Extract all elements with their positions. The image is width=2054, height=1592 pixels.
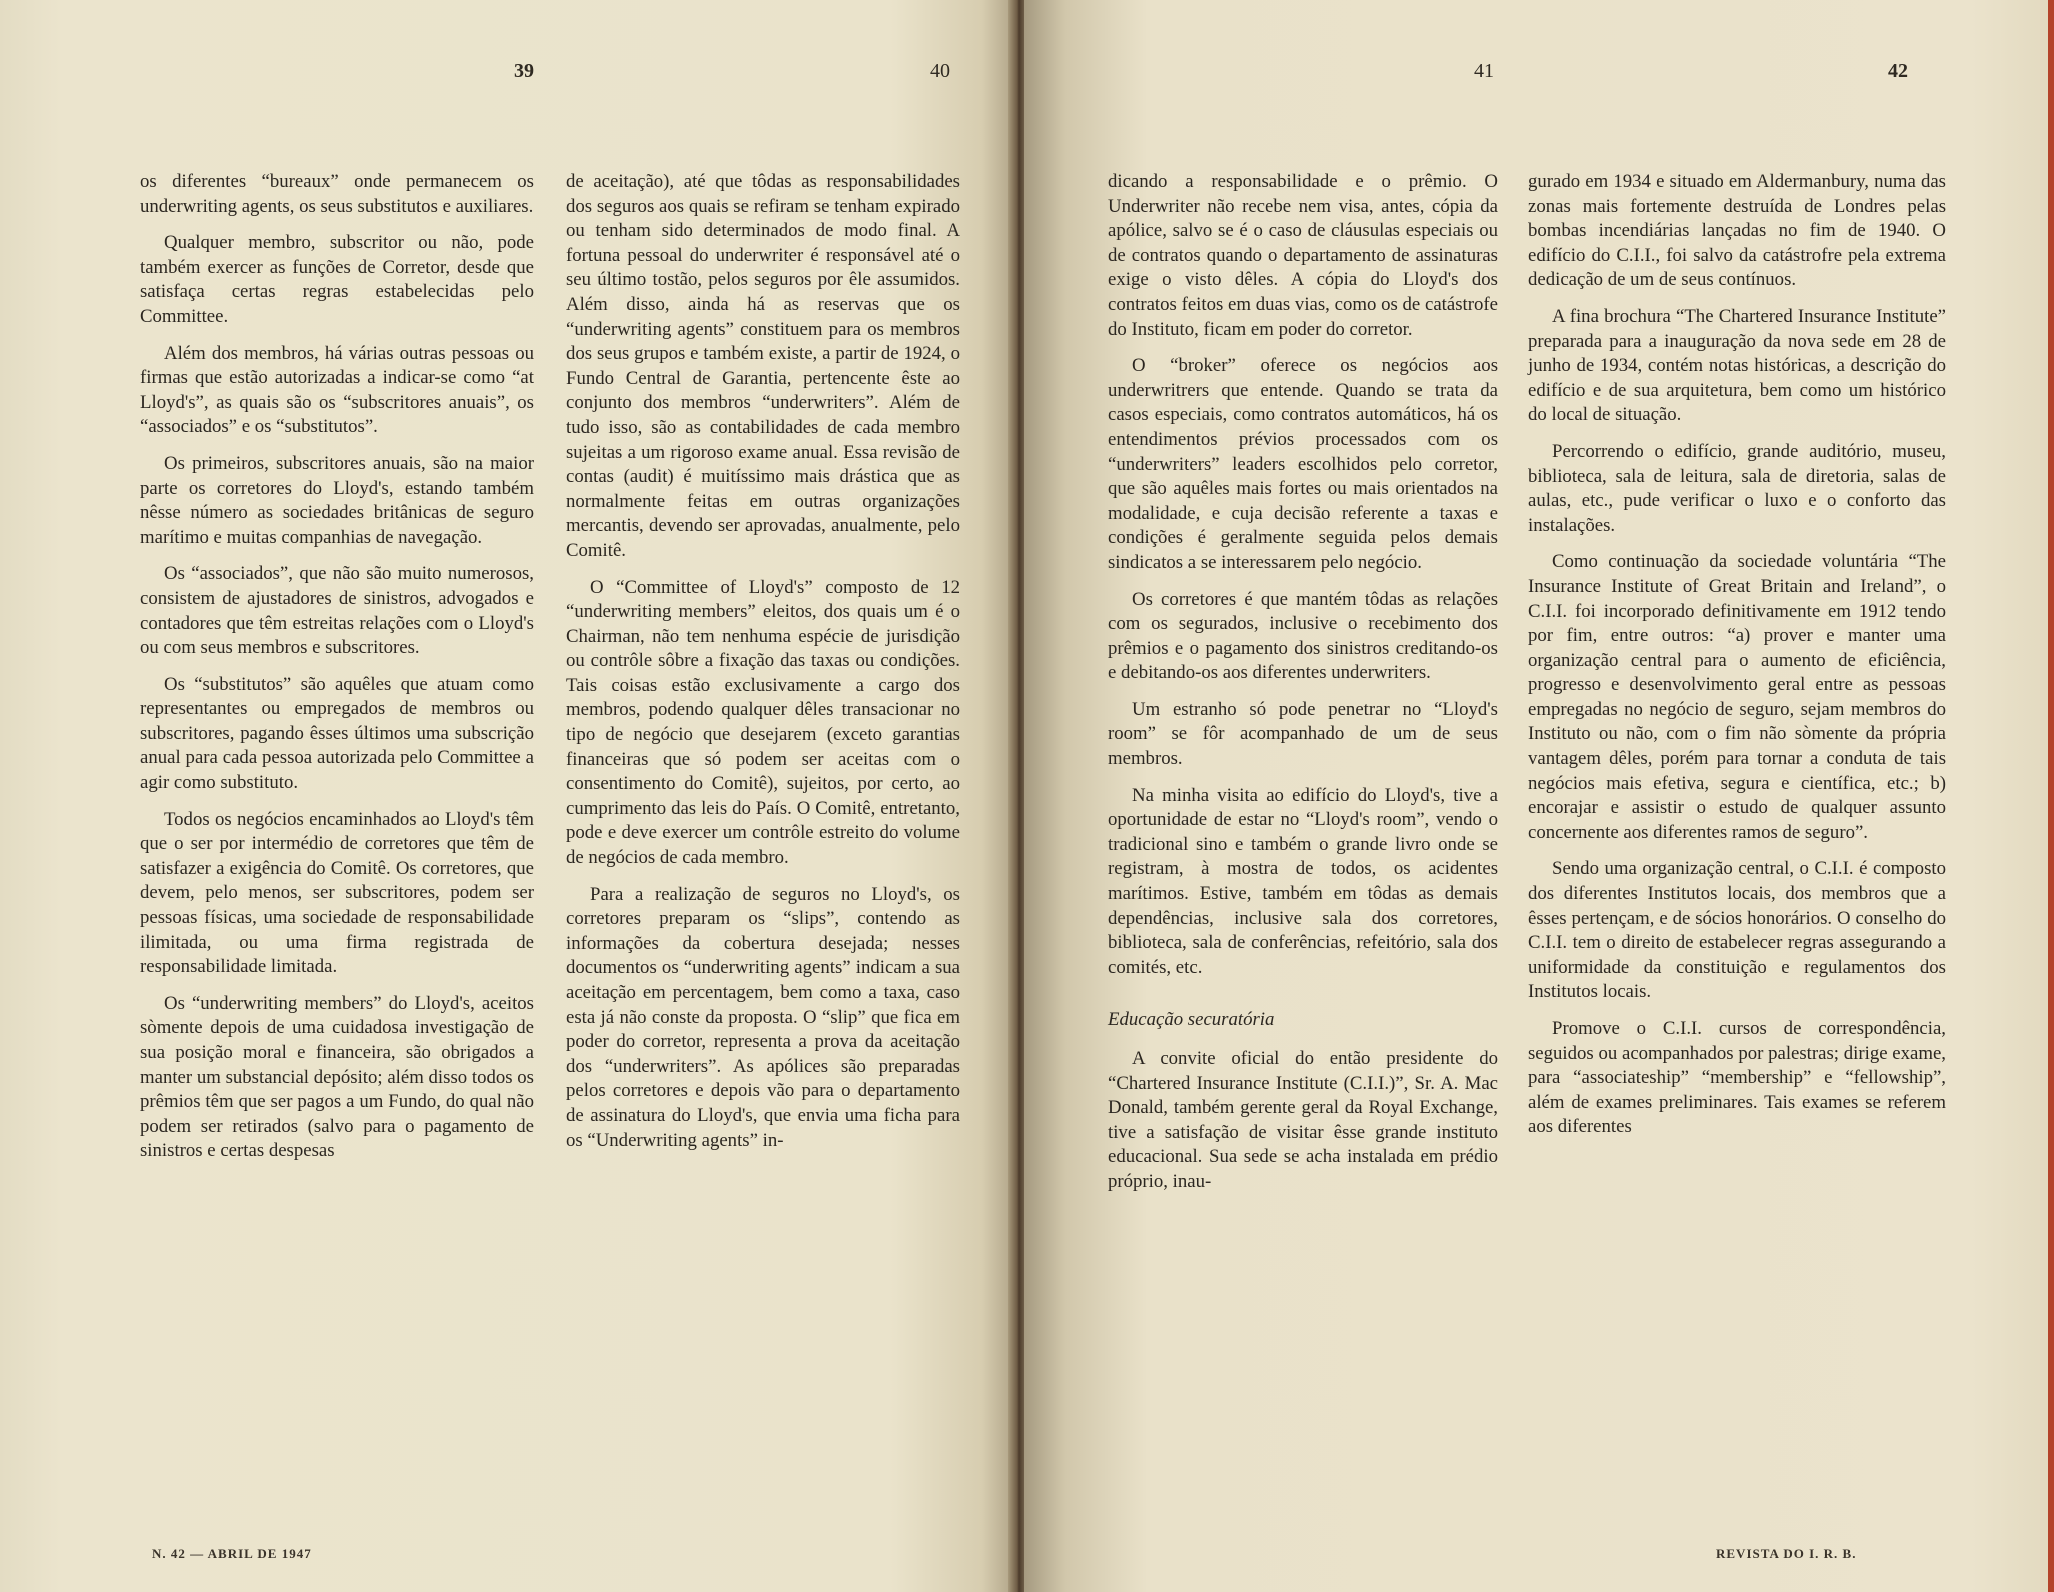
page-number-39: 39 [514,60,534,82]
footer-issue: N. 42 — ABRIL DE 1947 [152,1546,312,1561]
paragraph: Os “substitutos” são aquêles que atuam como representantes ou empregados de membros ou subscritores, pagando êsses últimos uma subscrição anual para cada pessoa autorizada pelo Committee a agir como substituto. [140,673,534,794]
paragraph: Percorrendo o edifício, grande auditório, museu, biblioteca, sala de leitura, sala de diretoria, salas de aulas, etc., pude verificar o luxo e o conforto das instalações. [1528,440,1946,536]
page-edge [2048,0,2054,1592]
paragraph: Para a realização de seguros no Lloyd's, os corretores preparam os “slips”, contendo as informações da cobertura desejada; nesses documentos os “underwriting agents” indicam a sua aceitação em percentagem, bem como a taxa, caso esta já não conste da proposta. O “slip” que fica em poder do corretor, representa a prova da aceitação dos “underwriters”. As apólices são preparadas pelos corretores e depois vão para o departamento de assinatura do Lloyd's, que envia uma ficha para os “Underwriting agents” in- [566,883,960,1151]
paragraph: O “Committee of Lloyd's” composto de 12 “underwriting members” eleitos, dos quais um é o Chairman, não tem nenhuma espécie de jurisdição ou contrôle sôbre a fixação das taxas ou condições. Tais coisas estão exclusivamente a cargo dos membros, podendo qualquer dêles transacionar no tipo de negócio que desejarem (exceto garantias financeiras que só podem ser aceitas com o consentimento do Comitê), sujeitos, por certo, ao cumprimento das leis do País. O Comitê, entretanto, pode e deve exercer um contrôle estreito do volume de negócios de cada membro. [566,576,960,869]
paragraph: os diferentes “bureaux” onde permanecem os underwriting agents, os seus substitutos e auxiliares. [140,171,534,217]
paragraph: dicando a responsabilidade e o prêmio. O Underwriter não recebe nem visa, antes, cópia da apólice, salvo se é o caso de cláusulas especiais ou de contratos quando o departamento de assinaturas exige o visto dêles. A cópia do Lloyd's dos contratos feitos em duas vias, como os de catástrofe do Instituto, ficam em poder do corretor. [1108,171,1498,340]
paragraph: A convite oficial do então presidente do “Chartered Insurance Institute (C.I.I.)”, Sr. A. Mac Donald, também gerente geral da Royal Exchange, tive a satisfação de visitar êsse grande instituto educacional. Sua sede se acha instalada em prédio próprio, inau- [1108,1048,1498,1192]
page-number-40: 40 [930,60,950,82]
paragraph: Qualquer membro, subscritor ou não, pode também exercer as funções de Corretor, desde que satisfaça certas regras estabelecidas pelo Committee. [140,232,534,327]
page-number-41: 41 [1474,60,1494,82]
paragraph: Os “associados”, que não são muito numerosos, consistem de ajustadores de sinistros, advogados e contadores que têm estreitas relações com o Lloyd's ou com seus membros e subscritores. [140,563,534,659]
column-page-40 [566,170,960,1165]
paragraph: de aceitação), até que tôdas as responsabilidades dos seguros aos quais se refiram se tenham expirado ou tenham sido determinados de modo final. A fortuna pessoal do underwriter é responsável até o seu último tostão, pelos seguros por êle assumidos. Além disso, ainda há as reservas que os “underwriting agents” constituem para os membros dos seus grupos e também existe, a partir de 1924, o Fundo Central de Garantia, pertencente êste ao conjunto dos membros “underwriters”. Além de tudo isso, são as contabilidades de cada membro sujeitas a um rigoroso exame anual. Essa revisão de contas (audit) é muitíssimo mais drástica que as normalmente feitas em outras organizações mercantis, devendo ser aprovadas, anualmente, pelo Comitê. [566,171,960,561]
paragraph: Na minha visita ao edifício do Lloyd's, tive a oportunidade de estar no “Lloyd's room”, vendo o tradicional sino e também o grande livro onde se registram, à mostra de todos, os acidentes marítimos. Estive, também em tôdas as demais dependências, inclusive sala dos corretores, biblioteca, sala de conferências, refeitório, sala dos comités, etc. [1108,784,1498,978]
paragraph: Os “underwriting members” do Lloyd's, aceitos sòmente depois de uma cuidadosa investigação de sua posição moral e financeira, são obrigados a manter um substancial depósito; além disso todos os prêmios têm que ser pagos a um Fundo, do qual não podem ser retirados (salvo para o pagamento de sinistros e certas despesas [140,992,534,1162]
right-page [1024,0,2054,1592]
paragraph: O “broker” oferece os negócios aos underwritrers que entende. Quando se trata da casos especiais, como contratos automáticos, há os entendimentos prévios processados com os “underwriters” leaders escolhidos pelo corretor, que são aquêles mais fortes ou mais orientados na modalidade, e cuja decisão referente a taxas e condições é geralmente seguida pelos demais sindicatos a se interessarem pelo negócio. [1108,355,1498,573]
section-heading: Educação securatória [1108,1009,1275,1031]
footer-journal: REVISTA DO I. R. B. [1716,1546,1857,1561]
paragraph: gurado em 1934 e situado em Aldermanbury, numa das zonas mais fortemente destruída de Londres pelas bombas incendiárias lançadas no fim de 1940. O edifício do C.I.I., foi salvo da catástrofre pela extrema dedicação de um de seus contínuos. [1528,171,1946,291]
paragraph: Além dos membros, há várias outras pessoas ou firmas que estão autorizadas a indicar-se como “at Lloyd's”, as quais são os “subscritores anuais”, os “associados” e os “substitutos”. [140,342,534,438]
paragraph: Os corretores é que mantém tôdas as relações com os segurados, inclusive o recebimento dos prêmios e o pagamento dos sinistros creditando-os e debitando-os aos diferentes underwriters. [1108,588,1498,684]
paragraph: Um estranho só pode penetrar no “Lloyd's room” se fôr acompanhado de um de seus membros. [1108,698,1498,770]
paragraph: Todos os negócios encaminhados ao Lloyd's têm que o ser por intermédio de corretores que têm de satisfazer a exigência do Comitê. Os corretores, que devem, pelo menos, ser subscritores, podem ser pessoas físicas, uma sociedade de responsabilidade ilimitada, ou uma firma registrada de responsabilidade limitada. [140,808,534,978]
left-page [0,0,1012,1592]
page-number-42: 42 [1888,60,1908,82]
paragraph: Como continuação da sociedade voluntária “The Insurance Institute of Great Britain and Ireland”, o C.I.I. foi incorporado definitivamente em 1912 tendo por fim, entre outros: “a) prover e manter uma organização central para o aumento de eficiência, progresso e desenvolvimento geral entre as pessoas empregadas no negócio de seguro, sejam membros do Instituto ou não, com o fim não sòmente da própria vantagem dêles, porém para tornar a conduta de tais negócios mais efetiva, segura e científica, etc.; b) encorajar e assistir o estudo de qualquer assunto concernente aos diferentes ramos de seguro”. [1528,551,1946,843]
paragraph: Os primeiros, subscritores anuais, são na maior parte os corretores do Lloyd's, estando também nêsse número as sociedades britânicas de seguro marítimo e muitas companhias de navegação. [140,452,534,548]
column-page-41 [1108,170,1498,1207]
paragraph: A fina brochura “The Chartered Insurance Institute” preparada para a inauguração da nova sede em 28 de junho de 1934, contém notas históricas, a descrição do edifício e de sua arquitetura, bem como um histórico do local de situação. [1528,305,1946,426]
column-page-42 [1528,170,1946,1152]
paragraph: Promove o C.I.I. cursos de correspondência, seguidos ou acompanhados por palestras; dirige exame, para “associateship” “membership” e “fellowship”, além de exames preliminares. Tais exames se referem aos diferentes [1528,1018,1946,1138]
paragraph: Sendo uma organização central, o C.I.I. é composto dos diferentes Institutos locais, dos membros que a êsses pertençam, e de sócios honorários. O conselho do C.I.I. tem o direito de estabelecer regras assegurando a uniformidade da constituição e regulamentos dos Institutos locais. [1528,858,1946,1003]
column-page-39 [140,170,534,1176]
